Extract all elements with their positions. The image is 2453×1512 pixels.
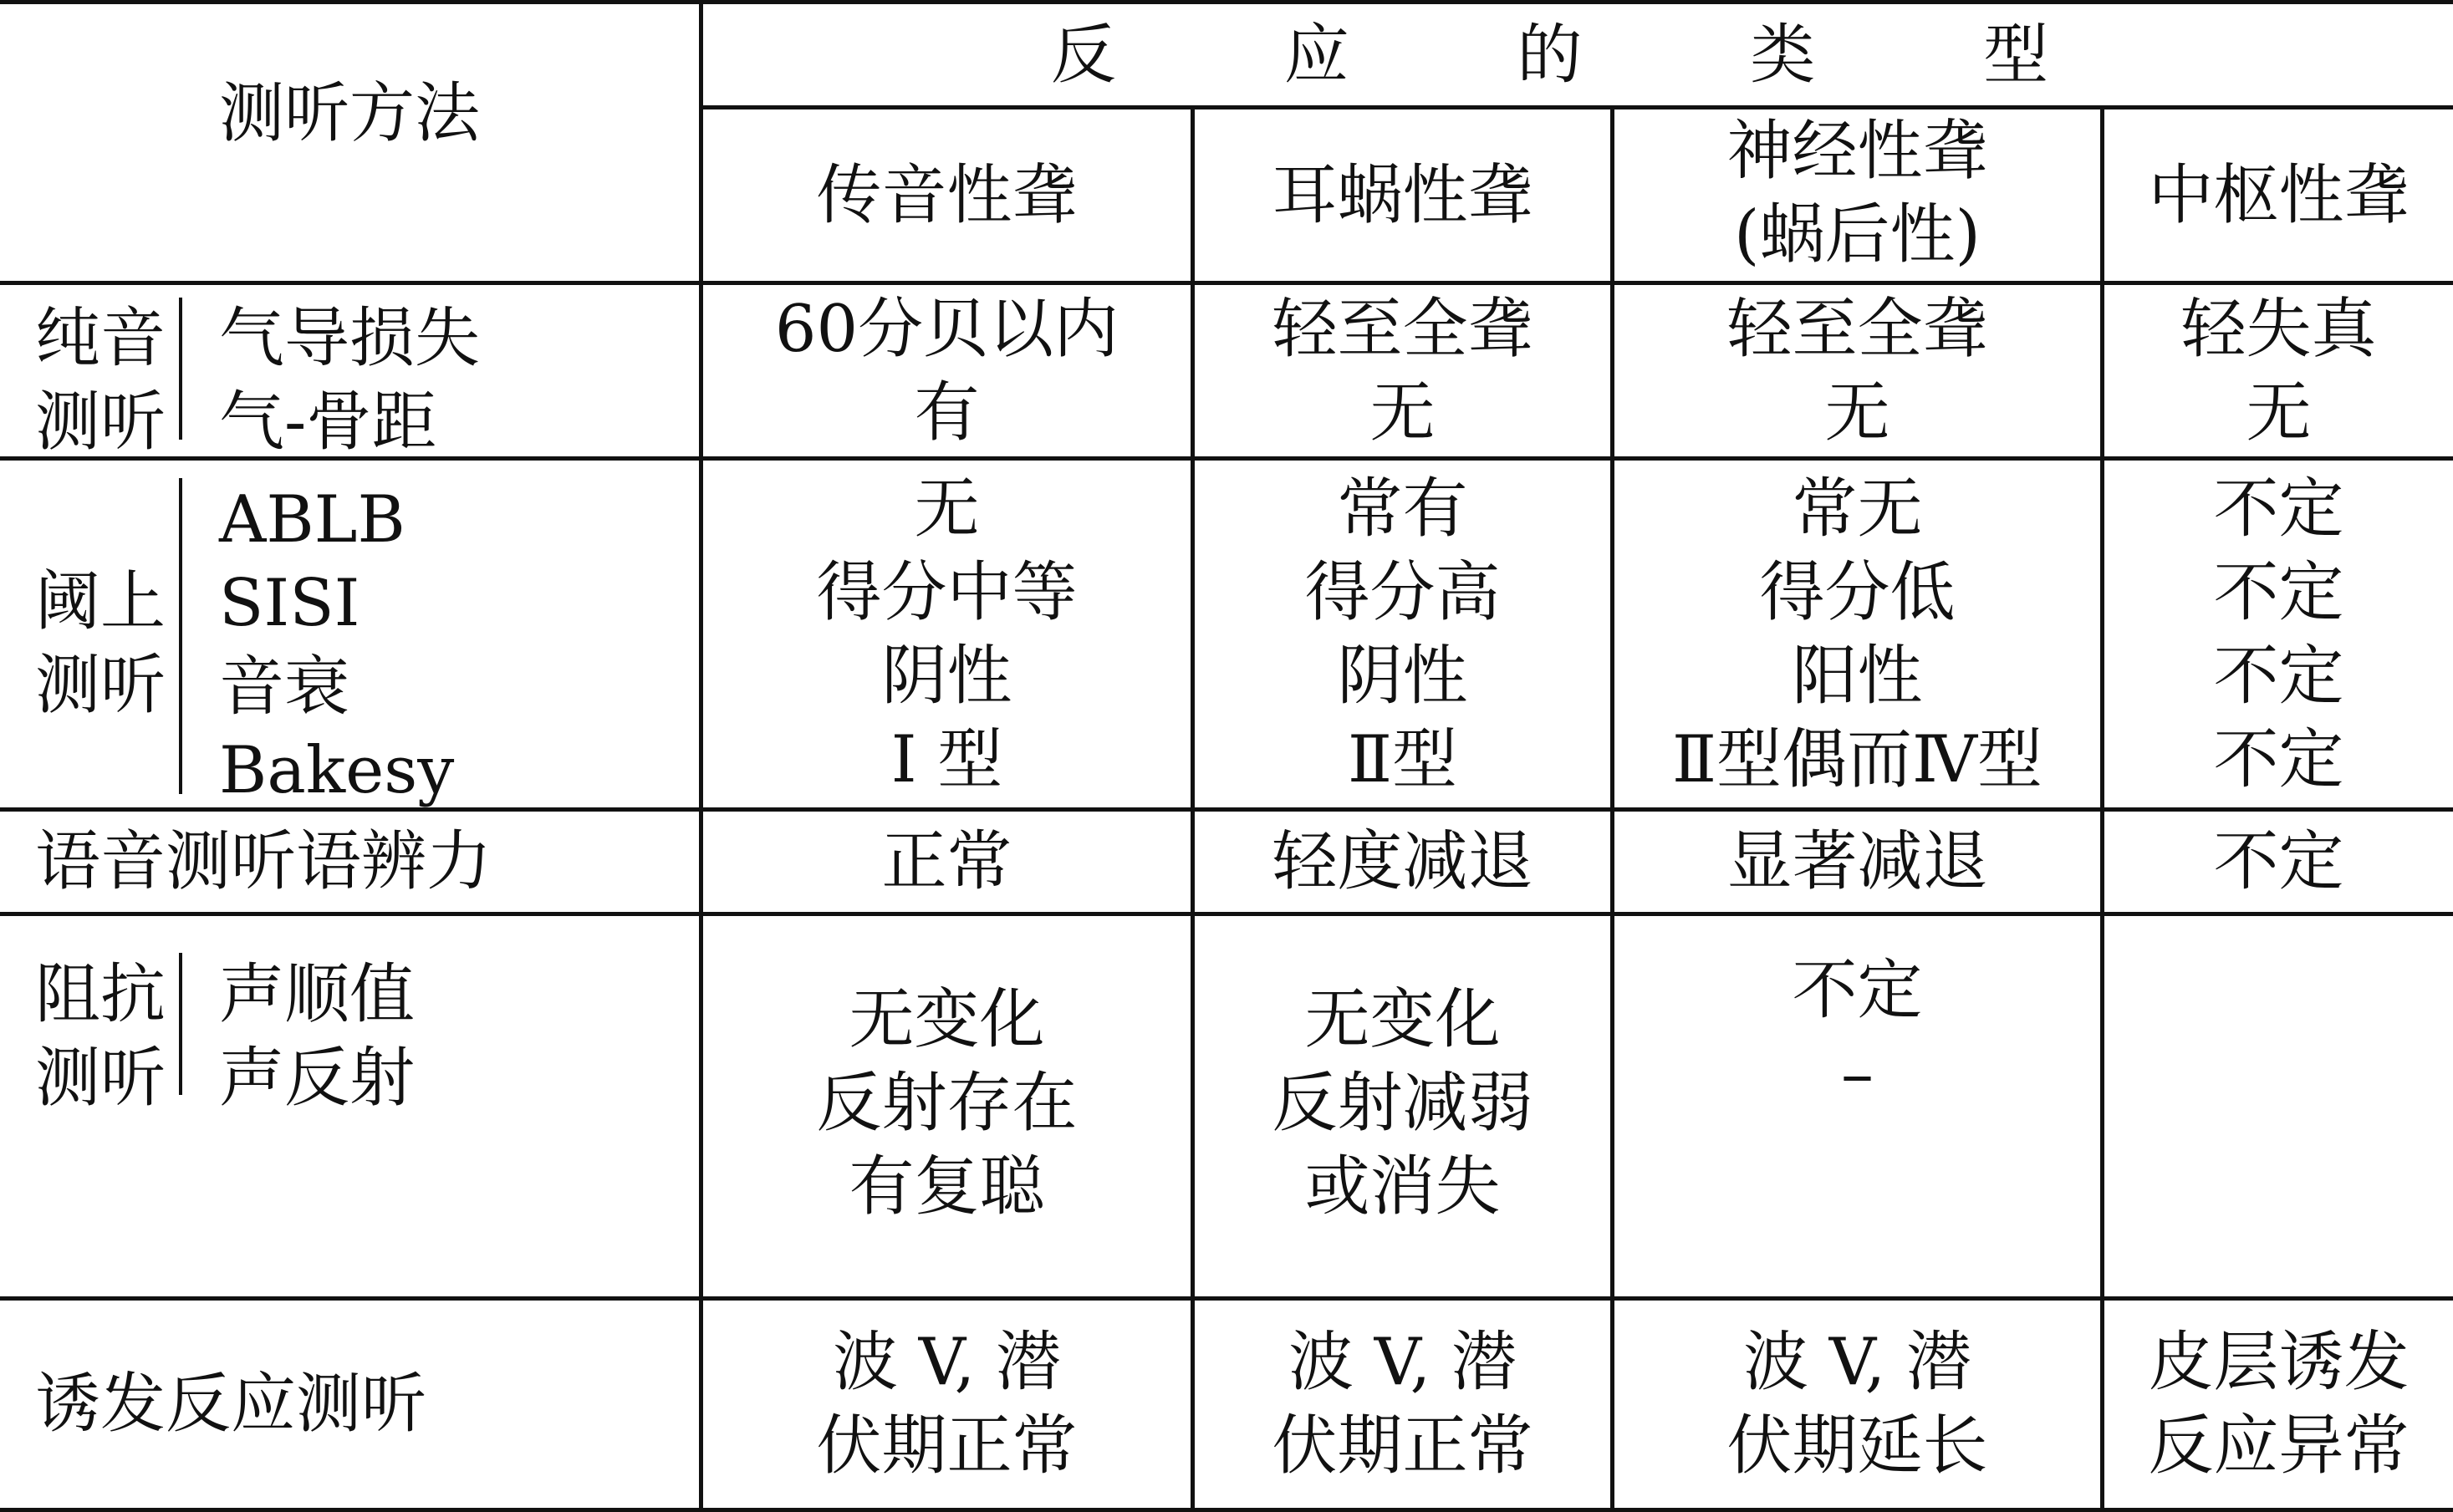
suprathreshold-conductive: 无 得分中等 阴性 Ⅰ 型 (816, 471, 1078, 797)
header-col-central (2104, 109, 2453, 281)
header-method: 测听方法 (218, 75, 480, 151)
impedance-central (2104, 916, 2453, 1296)
header-col-retrocochlear (1614, 109, 2100, 281)
rule-bottom (0, 1508, 2453, 1512)
speech-label: 语音测听语辨力 (35, 824, 492, 899)
header-col-conductive (703, 109, 1191, 281)
pure-tone-brace (179, 298, 182, 440)
header-col-label: 神经性聋 (蜗后性) (1726, 114, 1988, 272)
suprathreshold-group-label: 阈上 测听 (35, 564, 166, 723)
pure-tone-retrocochlear: 轻至全聋 无 (1726, 291, 1988, 451)
speech-central: 不定 (2213, 824, 2344, 899)
pure-tone-items: 气导损失 气-骨距 (219, 301, 481, 460)
impedance-conductive: 无变化 反射存在 有复聪 (816, 982, 1078, 1224)
suprathreshold-central: 不定 不定 不定 不定 (2213, 471, 2344, 797)
pure-tone-conductive: 60分贝以内 有 (774, 291, 1119, 451)
header-response-type: 反 应 的 类 型 (1050, 17, 2106, 93)
evoked-conductive: 波 V, 潜 伏期正常 (816, 1325, 1078, 1484)
header-col-label: 中枢性聋 (2148, 157, 2410, 233)
impedance-brace (179, 953, 182, 1095)
suprathreshold-brace (179, 478, 182, 794)
pure-tone-group-label: 纯音 测听 (35, 301, 166, 460)
speech-conductive: 正常 (881, 824, 1012, 899)
evoked-cochlear: 波 V, 潜 伏期正常 (1272, 1325, 1533, 1484)
evoked-label: 诱发反应测听 (35, 1367, 427, 1442)
pure-tone-cochlear: 轻至全聋 无 (1272, 291, 1533, 451)
header-col-label: 传音性聋 (816, 157, 1078, 233)
header-col-label: 耳蜗性聋 (1272, 157, 1533, 233)
speech-cochlear: 轻度减退 (1272, 824, 1533, 899)
evoked-central: 皮层诱发 反应异常 (2148, 1325, 2410, 1484)
impedance-cochlear: 无变化 反射减弱 或消失 (1272, 982, 1533, 1224)
evoked-retrocochlear: 波 V, 潜 伏期延长 (1726, 1325, 1988, 1484)
impedance-group-label: 阻抗 测听 (35, 957, 166, 1116)
impedance-items: 声顺值 声反射 (219, 957, 416, 1116)
header-col-cochlear (1195, 109, 1610, 281)
speech-retrocochlear: 显著减退 (1726, 824, 1988, 899)
rule-speech-bottom (0, 912, 2453, 916)
pure-tone-central: 轻失真 无 (2180, 291, 2377, 451)
suprathreshold-items: ABLB SISI 音衰 Bakesy (219, 482, 455, 808)
impedance-retrocochlear: 不定 – (1792, 953, 1923, 1112)
suprathreshold-retrocochlear: 常无 得分低 阳性 Ⅱ型偶而Ⅳ型 (1672, 471, 2042, 797)
suprathreshold-cochlear: 常有 得分高 阴性 Ⅱ型 (1304, 471, 1501, 797)
